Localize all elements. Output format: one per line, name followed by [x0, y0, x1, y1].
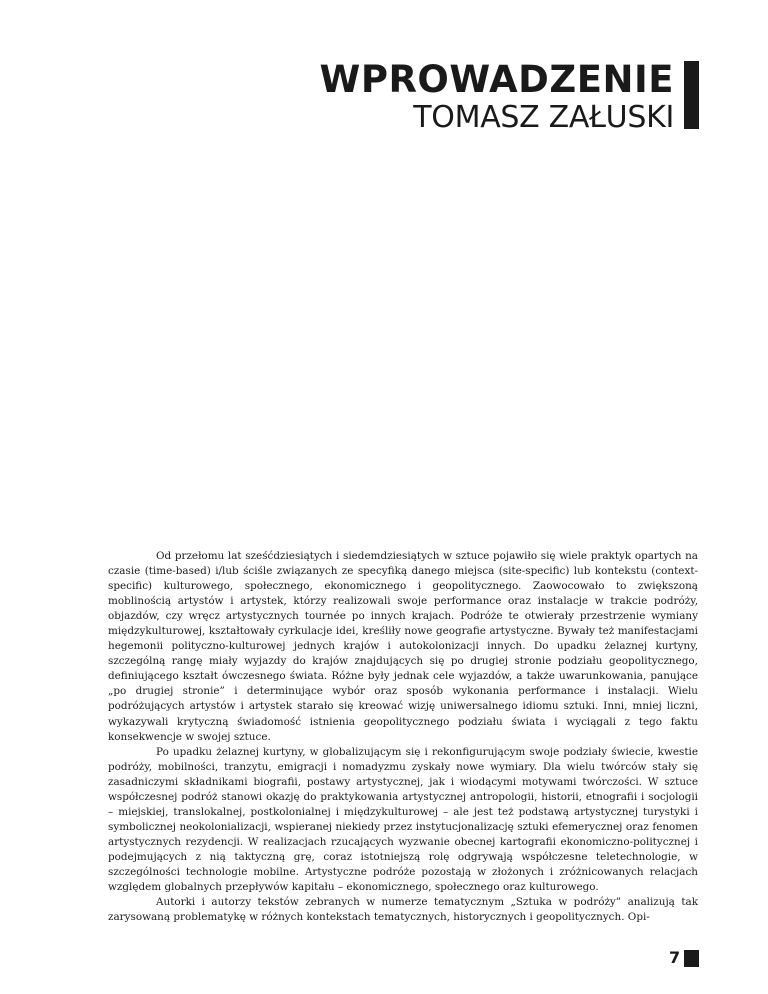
page-number: 7 — [669, 948, 681, 967]
paragraph: Od przełomu lat sześćdziesiątych i siedemdziesiątych w sztuce pojawiło się wiele praktyk opartych na czasie (time-based) i/lub ściśle związanych ze specyfiką danego miejsca (site-specific) lub kontekstu (context-specific) kulturowego, społecznego, ekonomicznego i geopolitycznego. Zaowocowało to zwiększoną moblinością artystów i artystek, którzy realizowali swoje performance oraz instalacje w trakcie podróży, objazdów, czy wręcz artystycznych tournée po innych krajach. Podróże te otwierały przestrzenie wymiany międzykulturowej, kształtowały cyrkulacje idei, kreśliły nowe geografie artystyczne. Bywały też manifestacjami hegemonii polityczno-kulturowej jednych krajów i autokolonizacji innych. Do upadku żelaznej kurtyny, szczególną rangę miały wyjazdy do krajów znajdujących się po drugiej stronie podziału geopolitycznego, definiującego kształt ówczesnego świata. Różne były jednak cele wyjazdów, a także uwarunkowania, panujące „po drugiej stronie” i determinujące wybór oraz sposób wykonania performance i instalacji. Wielu podróżujących artystów i artystek starało się kreować wizję uniwersalnego idiomu sztuki. Inni, mniej liczni, wykazywali krytyczną świadomość istnienia geopolitycznego podziału świata i wyciągali z tego faktu konsekwencje w swojej sztuce. — [108, 550, 698, 743]
body-text — [108, 549, 698, 925]
chapter-author: TOMASZ ZAŁUSKI — [413, 100, 674, 135]
page-number-square — [684, 950, 699, 967]
paragraph: Autorki i autorzy tekstów zebranych w numerze tematycznym „Sztuka w podróży” analizują tak zarysowaną problematykę w różnych kontekstach tematycznych, historycznych i geopolitycznych. Opi- — [108, 896, 698, 924]
chapter-heading — [320, 58, 674, 136]
chapter-title: WPROWADZENIE — [319, 58, 674, 101]
heading-accent-bar — [684, 61, 699, 129]
paragraph: Po upadku żelaznej kurtyny, w globalizującym się i rekonfigurującym swoje podziały świecie, kwestie podróży, mobilności, tranzytu, emigracji i nomadyzmu zyskały nowe wymiary. Dla wielu twórców stały się zasadniczymi składnikami biografii, postawy artystycznej, jak i wiodącymi motywami twórczości. W sztuce współczesnej podróż stanowi okazję do praktykowania artystycznej antropologii, historii, etnografii i socjologii – miejskiej, translokalnej, postkolonialnej i międzykulturowej – ale jest też podstawą artystycznej turystyki i symbolicznej neokolonializacji, wspieranej niekiedy przez instytucjonalizację sztuki efemerycznej oraz fenomen artystycznych rezydencji. W realizacjach rzucających wyzwanie obecnej kartografii ekonomiczno-politycznej i podejmujących z nią taktyczną grę, coraz istotniejszą rolę odgrywają współczesne teletechnologie, w szczególności technologie mobilne. Artystyczne podróże pozostają w złożonych i zróżnicowanych relacjach względem globalnych przepływów kapitału – ekonomicznego, społecznego oraz kulturowego. — [108, 745, 698, 894]
